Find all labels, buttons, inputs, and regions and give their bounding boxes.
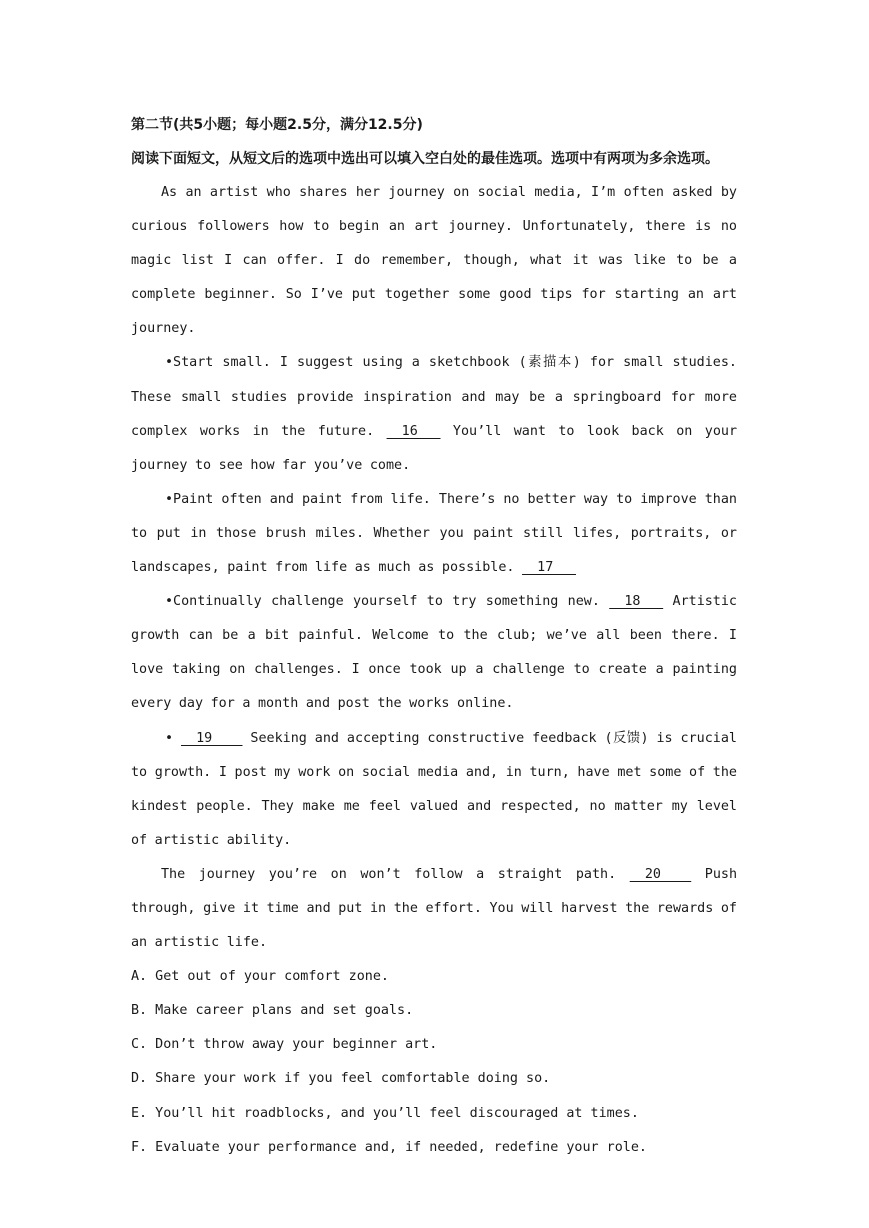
option-d[interactable]: D. Share your work if you feel comfortable doing so.: [131, 1071, 551, 1087]
exam-page: [131, 108, 737, 1165]
tip3-text-after: Artistic growth can be a bit painful. Welcome to the club; we’ve all been there. I love taking on challenges. I once took up a challenge to create a painting every day for a month and post the works online.: [131, 594, 737, 712]
tip2-text: •Paint often and paint from life. There’s no better way to improve than to put in those brush miles. Whether you paint still lifes, portraits, or landscapes, paint from life as much as possible.: [131, 491, 737, 576]
tip3-text: •Continually challenge yourself to try something new.: [165, 594, 610, 610]
option-a[interactable]: A. Get out of your comfort zone.: [131, 969, 389, 985]
tip-feedback: [131, 722, 737, 858]
option-f[interactable]: F. Evaluate your performance and, if needed, redefine your role.: [131, 1139, 647, 1155]
intro-paragraph: As an artist who shares her journey on social media, I’m often asked by curious followers how to begin an art journey. Unfortunately, there is no magic list I can offer. I do remember, though, what it was like to be a complete beginner. So I’ve put together some good tips for starting an art journey.: [131, 185, 737, 337]
blank-17[interactable]: 17: [522, 560, 576, 576]
tip4-bullet: •: [165, 730, 181, 746]
blank-18[interactable]: 18: [609, 594, 664, 610]
option-b[interactable]: B. Make career plans and set goals.: [131, 1003, 414, 1019]
tip-start-small: [131, 346, 737, 482]
blank-16[interactable]: 16: [386, 423, 441, 439]
conclusion-text: The journey you’re on won’t follow a straight path.: [161, 866, 630, 882]
blank-19[interactable]: 19: [181, 730, 243, 746]
option-e[interactable]: E. You’ll hit roadblocks, and you’ll feel discouraged at times.: [131, 1105, 639, 1121]
tip1-text-after: You’ll want to look back on your journey to see how far you’ve come.: [131, 423, 738, 473]
answer-options: [131, 960, 737, 1165]
tip4-text-after: Seeking and accepting constructive feedback (反馈) is crucial to growth. I post my work on social media and, in turn, have met some of the kindest people. They make me feel valued and respected, no matter my level of artistic ability.: [131, 730, 737, 848]
conclusion-text-after: Push through, give it time and put in the effort. You will harvest the rewards of an artistic life.: [131, 866, 738, 951]
blank-20[interactable]: 20: [629, 866, 692, 882]
tip-paint-often: [131, 483, 737, 585]
tip1-text: •Start small. I suggest using a sketchbook (素描本) for small studies. These small studies provide inspiration and may be a springboard for more complex works in the future.: [131, 355, 737, 439]
conclusion-paragraph: [131, 858, 737, 960]
instructions: 阅读下面短文，从短文后的选项中选出可以填入空白处的最佳选项。选项中有两项为多余选项。: [131, 151, 719, 167]
section-title: 第二节(共5小题；每小题2.5分，满分12.5分): [131, 117, 423, 133]
option-c[interactable]: C. Don’t throw away your beginner art.: [131, 1037, 438, 1053]
tip-challenge: [131, 585, 737, 721]
